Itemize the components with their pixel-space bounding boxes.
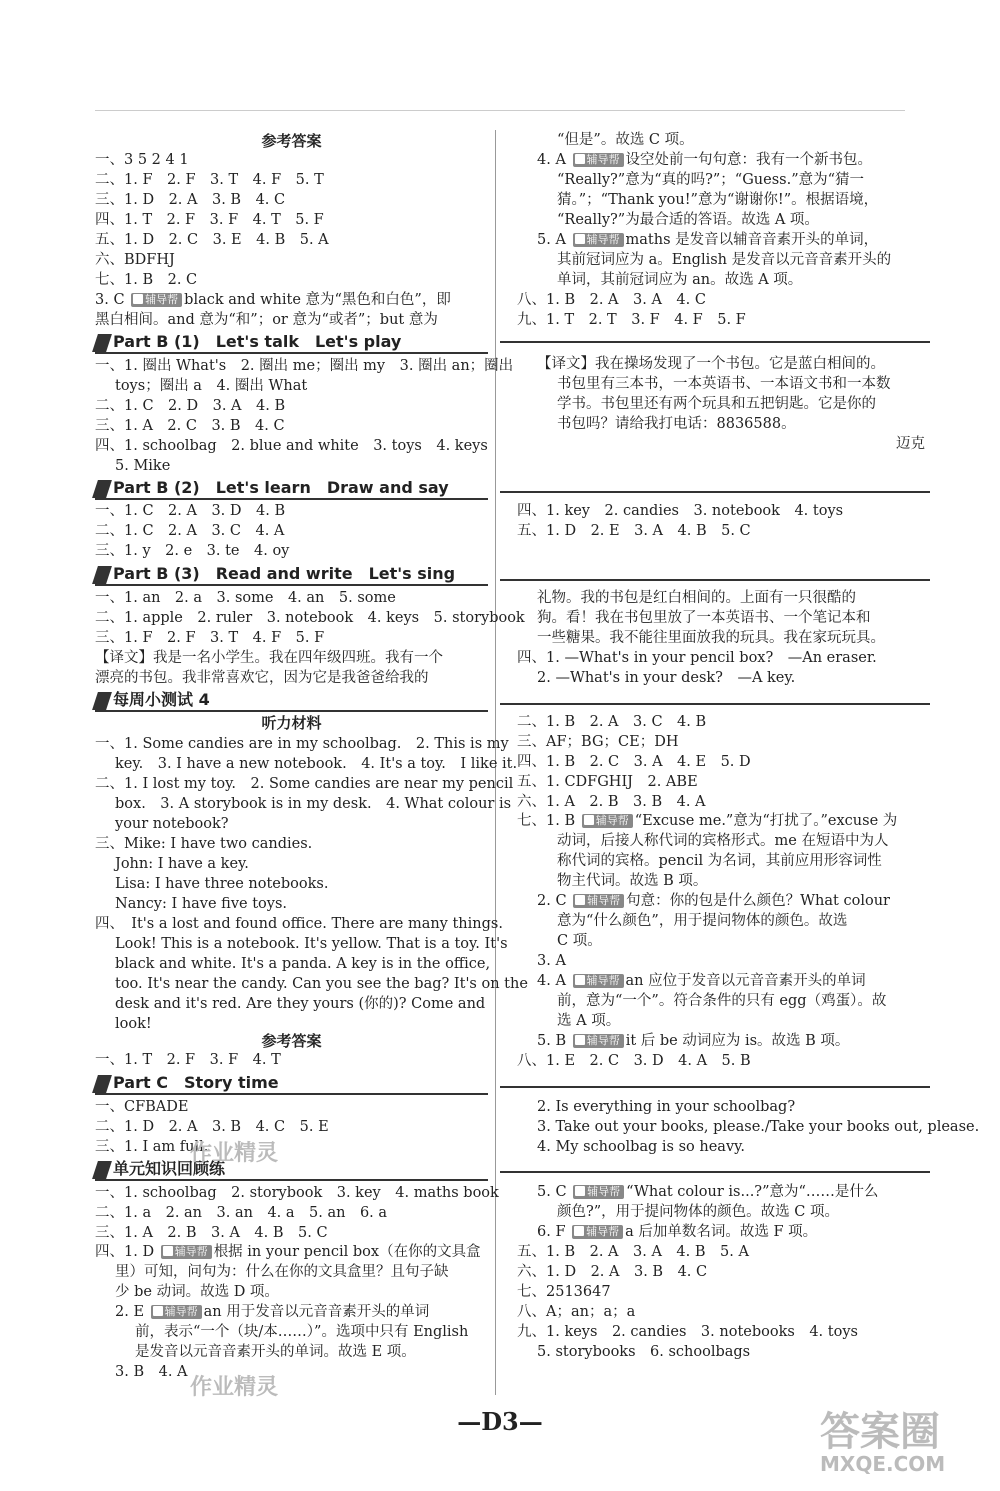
answer-line: 5. Mike [115,458,171,474]
answer-line: 其前冠词应为 a。English 是发音以元音音素开头的 [557,252,892,268]
answer-line: 5. B 辅导帮 it 后 be 动词应为 is。故选 B 项。 [537,1033,850,1049]
tutor-badge: 辅导帮 [573,974,624,988]
answer-line: 2. C 辅导帮 句意：你的包是什么颜色？What colour [537,893,890,909]
answer-line: look! [115,1016,152,1032]
book-icon [575,975,585,985]
answer-line: 五、1. CDFGHIJ 2. ABE [517,774,698,790]
answer-line: 4. My schoolbag is so heavy. [537,1139,746,1155]
answer-line: 2. —What's in your desk? —A key. [537,670,796,686]
answer-line: 九、1. keys 2. candies 3. notebooks 4. toys [517,1324,858,1340]
answer-line: 意为“什么颜色”，用于提问物体的颜色。故选 [557,913,848,929]
tutor-badge: 辅导帮 [573,1185,624,1199]
answer-line: 三、1. A 2. C 3. B 4. C [95,418,285,434]
answer-line: 三、1. D 2. A 3. B 4. C [95,192,286,208]
answer-line: 5. C 辅导帮 “What colour is...?”意为“……是什么 [537,1184,879,1200]
answer-line: your notebook? [115,816,229,832]
answer-line: 二、1. B 2. A 3. C 4. B [517,714,707,730]
answer-line: 八、A；an；a；a [517,1304,636,1320]
answer-line: 3. C 辅导帮 black and white 意为“黑色和白色”，即 [95,292,451,308]
signature: 迈克 [896,436,925,452]
answer-line: 猜。”；“Thank you!”意为“谢谢你!”。根据语境， [557,192,879,208]
answer-line: 一、3 5 2 4 1 [95,152,189,168]
answer-line: 是发音以元音音素开头的单词。故选 E 项。 [135,1344,416,1360]
answer-line: 三、1. y 2. e 3. te 4. oy [95,543,290,559]
answer-line: 一、1. schoolbag 2. storybook 3. key 4. maths book [95,1185,499,1201]
book-icon [575,154,585,164]
answer-line: 四、1. D 辅导帮 根据 in your pencil box（在你的文具盒 [95,1244,481,1260]
section-header [95,1073,488,1095]
header-tab [92,566,112,584]
answer-line: 【译文】我是一名小学生。我在四年级四班。我有一个 [95,650,443,666]
answer-line: too. It's near the candy. Can you see the bag? It's on the [115,976,528,992]
section-heading: 单元知识回顾练 [113,1159,226,1178]
answer-line: 八、1. E 2. C 3. D 4. A 5. B [517,1053,751,1069]
tutor-badge: 辅导帮 [573,153,624,167]
answer-line: 七、1. B 2. C [95,272,198,288]
answer-line: 三、1. F 2. F 3. T 4. F 5. F [95,630,325,646]
book-icon [574,1226,584,1236]
answer-line: 三、1. I am full. [95,1139,209,1155]
section-rule [500,1170,930,1173]
tutor-badge: 辅导帮 [582,814,633,828]
header-tab [92,480,112,498]
book-icon [575,234,585,244]
answer-line: 七、1. B 辅导帮 “Excuse me.”意为“打扰了。”excuse 为 [517,813,898,829]
header-tab [92,1161,112,1179]
watermark-url: MXQE.COM [820,1452,946,1476]
answer-line: 动词，后接人称代词的宾格形式。me 在短语中为人 [557,833,889,849]
answer-line: Lisa: I have three notebooks. [115,876,329,892]
answer-line: 三、Mike: I have two candies. [95,836,313,852]
listening-title: 听力材料 [261,714,322,732]
section-rule [500,702,930,705]
tutor-badge: 辅导帮 [131,293,182,307]
answer-line: 四、1. T 2. F 3. F 4. T 5. F [95,212,324,228]
answer-line: John: I have a key. [115,856,249,872]
answer-line: 四、1. schoolbag 2. blue and white 3. toys 4. keys [95,438,488,454]
watermark: 作业精灵 [190,1141,279,1166]
answer-line: 物主代词。故选 B 项。 [557,873,708,889]
answer-line: 四、1. B 2. C 3. A 4. E 5. D [517,754,751,770]
section-heading: Part B (3) Read and write Let's sing [113,564,456,583]
answer-line: 3. A [537,953,566,969]
answer-line: 前，表示“一个（块/本……）”。选项中只有 English [135,1324,469,1340]
answer-line: 颜色?”，用于提问物体的颜色。故选 C 项。 [557,1204,839,1220]
answer-line: 一、1. an 2. a 3. some 4. an 5. some [95,590,396,606]
answer-line: “但是”。故选 C 项。 [557,132,694,148]
tutor-badge: 辅导帮 [151,1305,202,1319]
section-header [95,332,488,354]
answer-line: 二、1. a 2. an 3. an 4. a 5. an 6. a [95,1205,388,1221]
top-rule [95,110,905,111]
answer-line: 四、 It's a lost and found office. There are many things. [95,916,503,932]
section-title: 参考答案 [261,1032,322,1050]
section-rule [500,1085,930,1088]
answer-line: toys；圈出 a 4. 圈出 What [115,378,308,394]
answer-line: 漂亮的书包。我非常喜欢它，因为它是我爸爸给我的 [95,670,429,686]
answer-line: 二、1. I lost my toy. 2. Some candies are near my pencil [95,776,514,792]
answer-line: 一、1. C 2. A 3. D 4. B [95,503,286,519]
answer-line: 3. Take out your books, please./Take your books out, please. [537,1119,980,1135]
tutor-badge: 辅导帮 [573,233,624,247]
answer-line: 二、1. apple 2. ruler 3. notebook 4. keys 5. storybook [95,610,525,626]
answer-line: 二、1. D 2. A 3. B 4. C 5. E [95,1119,329,1135]
answer-line: 四、1. key 2. candies 3. notebook 4. toys [517,503,844,519]
answer-line: 称代词的宾格。pencil 为名词，其前应用形容词性 [557,853,882,869]
answer-line: 6. F 辅导帮 a 后加单数名词。故选 F 项。 [537,1224,818,1240]
section-title: 参考答案 [261,132,322,150]
answer-line: 一、1. Some candies are in my schoolbag. 2. This is my [95,736,509,752]
answer-line: 三、1. A 2. B 3. A 4. B 5. C [95,1225,328,1241]
book-icon [153,1306,163,1316]
answer-line: “Really?”为最合适的答语。故选 A 项。 [557,212,819,228]
answer-line: 二、1. F 2. F 3. T 4. F 5. T [95,172,324,188]
answer-line: C 项。 [557,933,602,949]
book-icon [575,1035,585,1045]
answer-line: 【译文】我在操场发现了一个书包。它是蓝白相间的。 [537,356,885,372]
answer-line: 五、1. B 2. A 3. A 4. B 5. A [517,1244,749,1260]
answer-line: “Really?”意为“真的吗?”；“Guess.”意为“猜一 [557,172,865,188]
section-rule [500,578,930,581]
answer-line: 里）可知，问句为：什么在你的文具盒里？且句子缺 [115,1264,449,1280]
answer-line: key. 3. I have a new notebook. 4. It's a toy. I like it. [115,756,518,772]
answer-line: 5. storybooks 6. schoolbags [537,1344,751,1360]
section-heading: Part B (1) Let's talk Let's play [113,332,402,351]
answer-line: box. 3. A storybook is in my desk. 4. What colour is [115,796,512,812]
tutor-badge: 辅导帮 [573,1034,624,1048]
answer-line: 2. E 辅导帮 an 用于发音以元音音素开头的单词 [115,1304,430,1320]
answer-line: 六、1. A 2. B 3. B 4. A [517,794,706,810]
header-tab [92,1075,112,1093]
answer-line: 选 A 项。 [557,1013,621,1029]
section-header [95,1159,488,1181]
answer-line: 九、1. T 2. T 3. F 4. F 5. F [517,312,746,328]
page-number: —D3— [457,1407,543,1436]
answer-line: 4. A 辅导帮 an 应位于发音以元音音素开头的单词 [537,973,866,989]
answer-line: 一、1. 圈出 What's 2. 圈出 me；圈出 my 3. 圈出 an；圈出 [95,358,514,374]
answer-line: 五、1. D 2. E 3. A 4. B 5. C [517,523,751,539]
answer-line: black and white. It's a panda. A key is in the office, [115,956,491,972]
answer-line: 二、1. C 2. A 3. C 4. A [95,523,285,539]
answer-line: 六、BDFHJ [95,252,175,268]
answer-line: 前，意为“一个”。符合条件的只有 egg（鸡蛋）。故 [557,993,887,1009]
answer-line: 一些糖果。我不能往里面放我的玩具。我在家玩玩具。 [537,630,885,646]
answer-line: 5. A 辅导帮 maths 是发音以辅音音素开头的单词， [537,232,879,248]
section-header [95,478,488,500]
watermark-logo: 答案圈 [820,1409,940,1455]
section-rule [500,340,930,343]
book-icon [575,1186,585,1196]
answer-line: 四、1. —What's in your pencil box? —An eraser. [517,650,877,666]
book-icon [575,895,585,905]
book-icon [163,1246,173,1256]
section-heading: Part B (2) Let's learn Draw and say [113,478,449,497]
book-icon [133,294,143,304]
answer-line: 黑白相间。and 意为“和”；or 意为“或者”；but 意为 [95,312,438,328]
header-tab [92,334,112,352]
section-header [95,564,488,586]
answer-line: 4. A 辅导帮 设空处前一句句意：我有一个新书包。 [537,152,873,168]
answer-line: 狗。看！我在书包里放了一本英语书、一个笔记本和 [537,610,871,626]
answer-line: 七、2513647 [517,1284,611,1300]
answer-line: desk and it's red. Are they yours (你的)? Come and [115,996,486,1012]
book-icon [584,815,594,825]
header-tab [92,692,112,710]
answer-line: 六、1. D 2. A 3. B 4. C [517,1264,708,1280]
section-header [95,690,488,712]
answer-line: 2. Is everything in your schoolbag? [537,1099,796,1115]
answer-line: 书包里有三本书，一本英语书、一本语文书和一本数 [557,376,891,392]
tutor-badge: 辅导帮 [572,1225,623,1239]
answer-line: 三、AF；BG；CE；DH [517,734,679,750]
answer-line: 礼物。我的书包是红白相间的。上面有一只很酷的 [537,590,856,606]
answer-line: 少 be 动词。故选 D 项。 [115,1284,279,1300]
tutor-badge: 辅导帮 [161,1245,212,1259]
answer-line: 一、CFBADE [95,1099,189,1115]
answer-line: 单词，其前冠词应为 an。故选 A 项。 [557,272,803,288]
answer-line: Look! This is a notebook. It's yellow. That is a toy. It's [115,936,508,952]
answer-line: Nancy: I have five toys. [115,896,288,912]
section-heading: Part C Story time [113,1073,279,1092]
answer-line: 书包吗？请给我打电话：8836588。 [557,416,796,432]
answer-line: 二、1. C 2. D 3. A 4. B [95,398,286,414]
answer-line: 五、1. D 2. C 3. E 4. B 5. A [95,232,329,248]
section-heading: 每周小测试 4 [113,690,210,709]
section-rule [500,490,930,493]
answer-line: 3. B 4. A [115,1364,188,1380]
answer-line: 一、1. T 2. F 3. F 4. T [95,1052,281,1068]
answer-line: 八、1. B 2. A 3. A 4. C [517,292,706,308]
answer-line: 学书。书包里还有两个玩具和五把钥匙。它是你的 [557,396,876,412]
tutor-badge: 辅导帮 [573,894,624,908]
watermark: 作业精灵 [190,1375,279,1400]
